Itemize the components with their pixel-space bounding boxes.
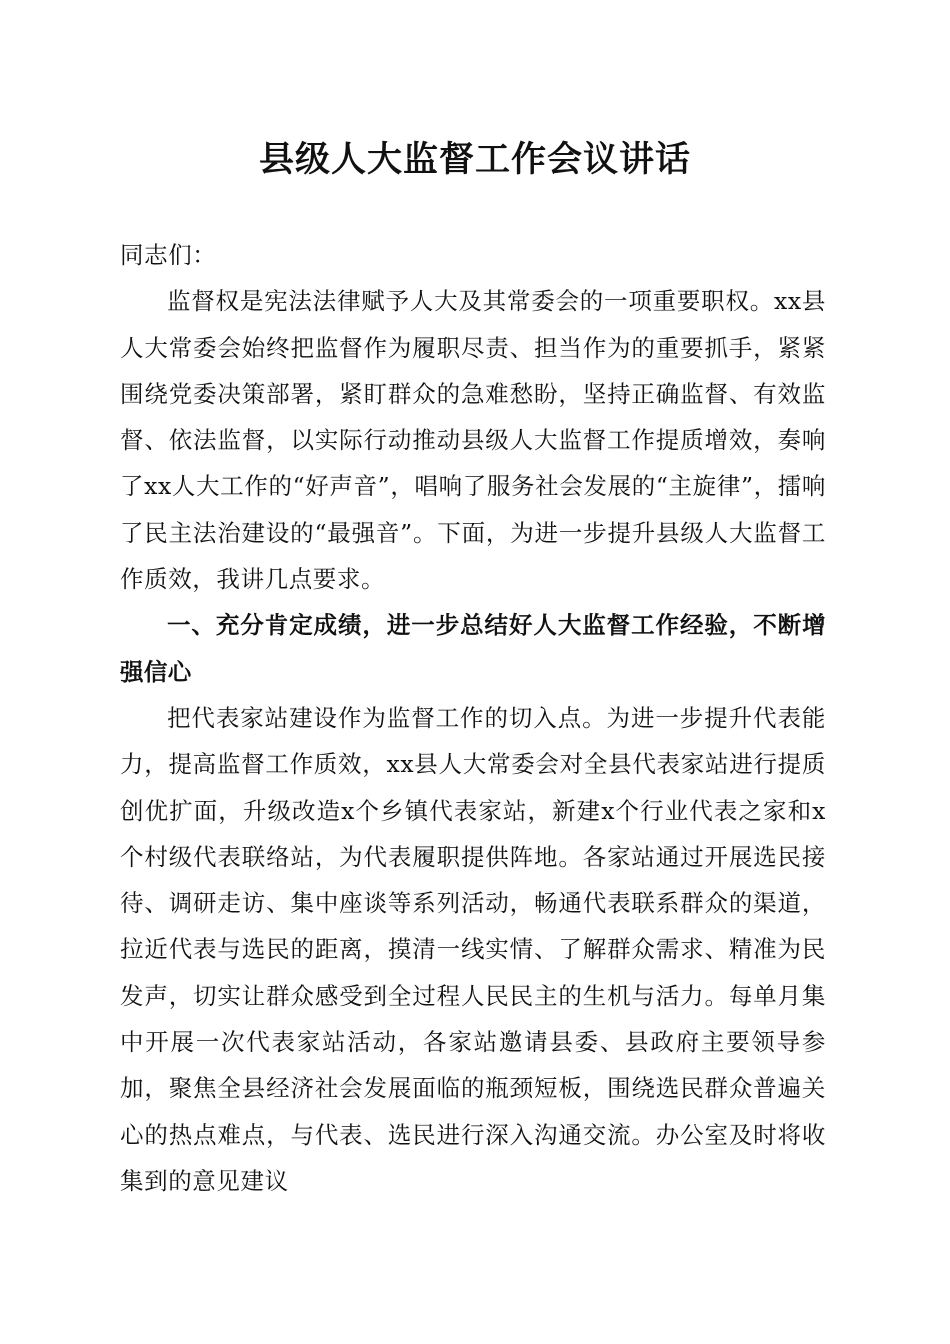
document-body (120, 232, 826, 1204)
salutation: 同志们： (120, 241, 217, 269)
intro-paragraph: 监督权是宪法法律赋予人大及其常委会的一项重要职权。xx县人大常委会始终把监督作为履职尽责、担当作为的重要抓手，紧紧围绕党委决策部署，紧盯群众的急难愁盼，坚持正确监督、有效监督、依法监督，以实际行动推动县级人大监督工作提质增效，奏响了xx人大工作的“好声音”，唱响了服务社会发展的“主旋律”，擂响了民主法治建设的“最强音”。下面，为进一步提升县级人大监督工作质效，我讲几点要求。 (120, 287, 826, 594)
section-heading: 一、充分肯定成绩，进一步总结好人大监督工作经验，不断增强信心 (120, 611, 826, 686)
section-paragraph: 把代表家站建设作为监督工作的切入点。为进一步提升代表能力，提高监督工作质效，xx县人大常委会对全县代表家站进行提质创优扩面，升级改造x个乡镇代表家站，新建x个行业代表之家和x个村级代表联络站，为代表履职提供阵地。各家站通过开展选民接待、调研走访、集中座谈等系列活动，畅通代表联系群众的渠道，拉近代表与选民的距离，摸清一线实情、了解群众需求、精准为民发声，切实让群众感受到全过程人民民主的生机与活力。每单月集中开展一次代表家站活动，各家站邀请县委、县政府主要领导参加，聚焦全县经济社会发展面临的瓶颈短板，围绕选民群众普遍关心的热点难点，与代表、选民进行深入沟通交流。办公室及时将收集到的意见建议 (120, 703, 826, 1195)
page-title: 县级人大监督工作会议讲话 (258, 139, 691, 180)
